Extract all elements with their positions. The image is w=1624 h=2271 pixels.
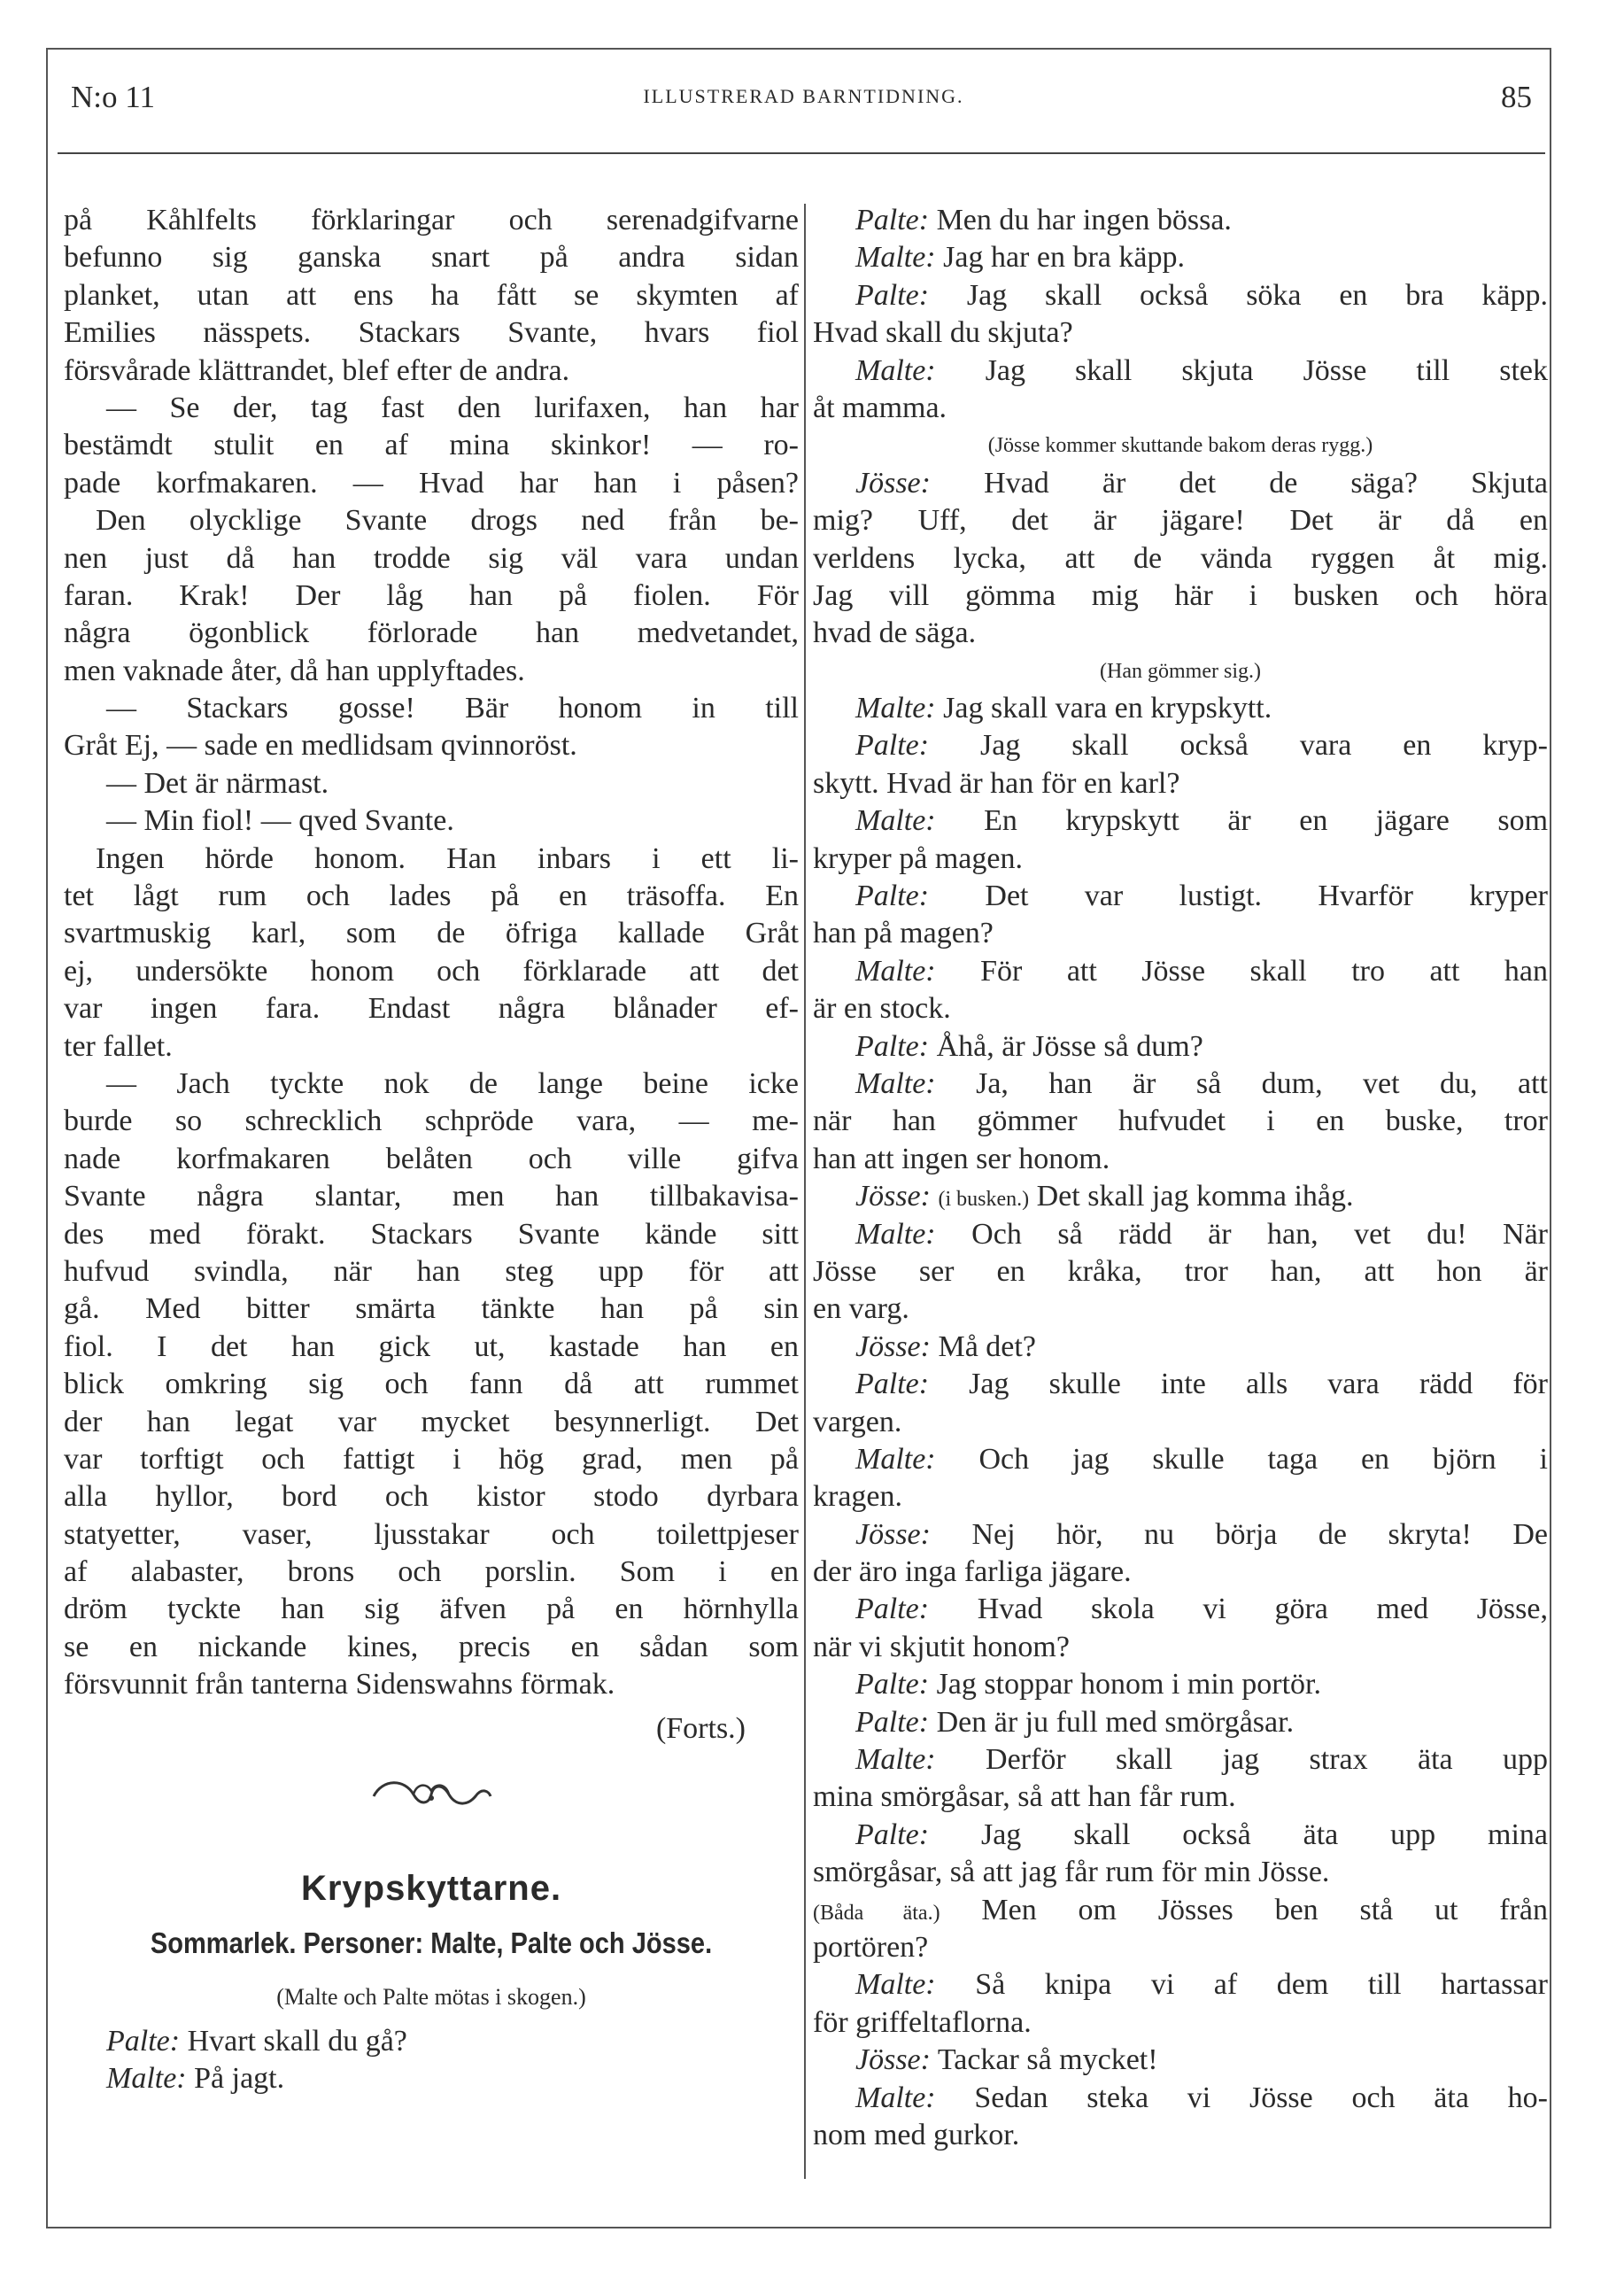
dialogue-line [64, 2060, 799, 2097]
dialogue-text: åt mamma. [813, 391, 947, 424]
issue-number: N:o 11 [71, 80, 155, 114]
dialogue-text: Men du har ingen bössa. [936, 204, 1232, 236]
speaker-name: Malte: [855, 954, 936, 988]
dialogue-line [813, 690, 1548, 727]
dialogue-line [813, 990, 1548, 1027]
story-line: — Det är närmast. [106, 766, 329, 800]
story-line: bestämdt stulit en af mina skinkor! — ro- [64, 429, 799, 462]
story-line: gå. Med bitter smärta tänkte han på sin [64, 1292, 799, 1326]
story-line: der han legat var mycket besynnerligt. Det [64, 1405, 799, 1438]
dialogue-text: För att Jösse skall tro att han [980, 954, 1548, 988]
dialogue-text: Men om Jösses ben stå ut från [981, 1893, 1548, 1926]
dialogue-text: Och så rädd är han, vet du! När [971, 1217, 1548, 1251]
dialogue-text: är en stock. [813, 992, 951, 1026]
dialogue-line [813, 390, 1548, 427]
header-rule [58, 152, 1545, 154]
dialogue-line [813, 277, 1548, 314]
dialogue-line [813, 1817, 1548, 1854]
dialogue-line [813, 1066, 1548, 1103]
speaker-name: Palte: [106, 2024, 181, 2058]
dialogue-text: En krypskytt är en jägare som [984, 804, 1548, 838]
dialogue-line [813, 239, 1548, 276]
story-line: Den olycklige Svante drogs ned från be- [96, 504, 799, 538]
dialogue-text: mig? Uff, det är jägare! Det är då en [813, 504, 1548, 538]
dialogue-line [813, 2042, 1548, 2079]
story-line: des med förakt. Stackars Svante kände sitt [64, 1217, 799, 1251]
dialogue-text: Jag skall vara en krypskytt. [943, 692, 1272, 725]
dialogue-text: Jag skall skjuta Jösse till stek [985, 353, 1548, 387]
dialogue-line [813, 1704, 1548, 1741]
page-number: 85 [1501, 80, 1532, 114]
speaker-name: Malte: [855, 1217, 936, 1251]
dialogue-text: Åhå, är Jösse så dum? [936, 1029, 1203, 1063]
dialogue-text: kragen. [813, 1480, 903, 1514]
speaker-name: Malte: [106, 2062, 187, 2096]
dialogue-line [813, 1554, 1548, 1591]
dialogue-line [813, 202, 1548, 239]
stage-aside: (i busken.) [938, 1188, 1030, 1212]
dialogue-text: när vi skjutit honom? [813, 1630, 1070, 1663]
dialogue-text: der äro inga farliga jägare. [813, 1555, 1132, 1589]
dialogue-line [813, 577, 1548, 615]
story-line: Svante några slantar, men han tillbakavisa- [64, 1180, 799, 1213]
dialogue-line [813, 314, 1548, 352]
dialogue-line [813, 1404, 1548, 1441]
dialogue-text: Jösse ser en kråka, tror han, att hon är [813, 1254, 1548, 1288]
flourish-icon [365, 1771, 498, 1816]
story-line: hufvud svindla, när han steg upp för att [64, 1254, 799, 1288]
play-title: Krypskyttarne. [300, 1868, 562, 1908]
story-line: fiol. I det han gick ut, kastade han en [64, 1329, 799, 1363]
continued-note: (Forts.) [655, 1711, 746, 1745]
story-line: svartmuskig karl, som de öfriga kallade Gråt [64, 917, 799, 950]
dialogue-line [813, 1366, 1548, 1403]
story-line: på Kåhlfelts förklaringar och serenadgifvarne [64, 204, 799, 236]
dialogue-line [813, 1103, 1548, 1140]
dialogue-text: verldens lycka, att de vända ryggen åt mig. [813, 541, 1548, 575]
dialogue-text: när han gömmer hufvudet i en buske, tror [813, 1104, 1548, 1138]
dialogue-text: mina smörgåsar, så att han får rum. [813, 1780, 1236, 1814]
dialogue-text: På jagt. [194, 2062, 285, 2096]
dialogue-text: Jag skall också vara en kryp- [980, 729, 1548, 763]
dialogue-line [813, 1178, 1548, 1215]
dialogue-line [813, 2080, 1548, 2117]
story-line: statyetter, vaser, ljusstakar och toilettpjeser [64, 1517, 799, 1551]
speaker-name: Jösse: [855, 466, 931, 500]
story-line: var ingen fara. Endast några blånader ef- [64, 992, 799, 1026]
dialogue-text: Tackar så mycket! [937, 2043, 1158, 2077]
speaker-name: Jösse: [855, 1329, 931, 1363]
dialogue-text: Hvart skall du gå? [187, 2024, 407, 2058]
speaker-name: Palte: [855, 278, 930, 312]
story-line: — Se der, tag fast den lurifaxen, han har [106, 391, 799, 424]
dialogue-line [813, 1629, 1548, 1666]
dialogue-text: portören? [813, 1930, 929, 1964]
story-line: nade korfmakaren belåten och ville gifva [64, 1142, 799, 1175]
play-subtitle: Sommarlek. Personer: Malte, Palte och Jösse. [150, 1926, 713, 1959]
story-line: nen just då han trodde sig väl vara undan [64, 541, 799, 575]
column-rule [804, 204, 806, 2179]
dialogue-line [813, 1854, 1548, 1891]
dialogue-text: Derför skall jag strax äta upp [986, 1743, 1548, 1777]
speaker-name: Malte: [855, 2081, 936, 2114]
story-line: burde so schrecklich schpröde vara, — me- [64, 1104, 799, 1138]
dialogue-line [813, 1966, 1548, 2004]
speaker-name: Malte: [855, 1968, 936, 2002]
story-line: Gråt Ej, — sade en medlidsam qvinnoröst. [64, 729, 577, 763]
right-column [813, 202, 1548, 2154]
story-line: alla hyllor, bord och kistor stodo dyrbara [64, 1480, 799, 1514]
speaker-name: Palte: [855, 1818, 930, 1851]
dialogue-line [813, 1216, 1548, 1253]
dialogue-text: nom med gurkor. [813, 2118, 1020, 2151]
dialogue-line [813, 765, 1548, 802]
dialogue-line [813, 540, 1548, 577]
dialogue-text: smörgåsar, så att jag får rum för min Jösse. [813, 1856, 1330, 1889]
speaker-name: Palte: [855, 1668, 930, 1701]
story-line: faran. Krak! Der låg han på fiolen. För [64, 578, 799, 612]
dialogue-line [813, 2004, 1548, 2042]
dialogue-text: vargen. [813, 1405, 902, 1438]
dialogue-text: Hvad skola vi göra med Jösse, [977, 1593, 1548, 1626]
dialogue-line [813, 2117, 1548, 2154]
dialogue-text: en varg. [813, 1292, 909, 1326]
dialogue-line [813, 1591, 1548, 1628]
dialogue-line [813, 615, 1548, 652]
story-line: planket, utan att ens ha fått se skymten af [64, 278, 799, 312]
speaker-name: Palte: [855, 1368, 930, 1401]
story-line: Ingen hörde honom. Han inbars i ett li- [96, 841, 799, 875]
dialogue-text: han på magen? [813, 917, 994, 950]
dialogue-text: Hvad skall du skjuta? [813, 316, 1073, 350]
stage-direction: (Jösse kommer skuttande bakom deras rygg.) [987, 434, 1373, 458]
dialogue-text: Sedan steka vi Jösse och äta ho- [974, 2081, 1548, 2114]
dialogue-line [813, 802, 1548, 840]
dialogue-text: hvad de säga. [813, 616, 977, 650]
speaker-name: Malte: [855, 1442, 936, 1476]
speaker-name: Palte: [855, 204, 930, 236]
stage-direction: (Malte och Palte mötas i skogen.) [276, 1983, 586, 2010]
story-line: var torftigt och fattigt i hög grad, men på [64, 1442, 799, 1476]
story-line: Emilies nässpets. Stackars Svante, hvars fiol [64, 316, 799, 350]
dialogue-text: Jag stoppar honom i min portör. [936, 1668, 1321, 1701]
speaker-name: Malte: [855, 1743, 936, 1777]
dialogue-line [813, 841, 1548, 878]
story-line: — Min fiol! — qved Svante. [106, 804, 454, 838]
dialogue-line [813, 1291, 1548, 1328]
dialogue-line [813, 1741, 1548, 1779]
stage-aside: (Båda äta.) [813, 1901, 940, 1925]
story-line: ter fallet. [64, 1029, 173, 1063]
speaker-name: Malte: [855, 241, 936, 275]
speaker-name: Malte: [855, 692, 936, 725]
story-text [64, 202, 799, 1704]
dialogue-line [813, 1329, 1548, 1366]
dialogue-text: Och jag skulle taga en björn i [978, 1442, 1548, 1476]
dialogue-text: Jag har en bra käpp. [943, 241, 1185, 275]
dialogue-text: Ja, han är så dum, vet du, att [976, 1066, 1548, 1100]
story-line: försvunnit från tanterna Sidenswahns förmak. [64, 1668, 615, 1701]
dialogue-text: Jag skulle inte alls vara rädd för [969, 1368, 1548, 1401]
dialogue-text: Det skall jag komma ihåg. [1036, 1180, 1354, 1213]
dialogue-line [813, 1028, 1548, 1066]
story-line: se en nickande kines, precis en sådan som [64, 1630, 799, 1663]
story-line: försvårade klättrandet, blef efter de andra. [64, 353, 570, 387]
dialogue-line [813, 1441, 1548, 1478]
ornament-divider [64, 1754, 799, 1851]
dialogue-line [813, 1779, 1548, 1816]
story-line: men vaknade åter, då han upplyftades. [64, 654, 525, 687]
dialogue-line [813, 1478, 1548, 1515]
page-header [62, 80, 1545, 115]
story-line: några ögonblick förlorade han medvetandet, [64, 616, 799, 650]
speaker-name: Malte: [855, 1066, 936, 1100]
left-column [64, 202, 799, 2097]
story-line: tet lågt rum och lades på en träsoffa. En [64, 880, 799, 913]
dialogue-line [813, 915, 1548, 952]
dialogue-line [813, 1929, 1548, 1966]
dialogue-text: Må det? [938, 1329, 1036, 1363]
story-line: af alabaster, brons och porslin. Som i en [64, 1555, 799, 1589]
story-line: dröm tyckte han sig äfven på en hörnhylla [64, 1593, 799, 1626]
dialogue-text: Så knipa vi af dem till hartassar [975, 1968, 1548, 2002]
speaker-name: Jösse: [855, 1517, 931, 1551]
dialogue-text: Nej hör, nu börja de skryta! De [971, 1517, 1548, 1551]
dialogue-text: Hvad är det de säga? Skjuta [984, 466, 1548, 500]
speaker-name: Malte: [855, 804, 936, 838]
dialogue-line [813, 1892, 1548, 1929]
dialogue-line [813, 1516, 1548, 1554]
dialogue-line [64, 2023, 799, 2060]
dialogue-line [813, 953, 1548, 990]
story-line: blick omkring sig och fann då att rummet [64, 1368, 799, 1401]
dialogue-text: han att ingen ser honom. [813, 1142, 1110, 1175]
speaker-name: Palte: [855, 1029, 930, 1063]
stage-direction: (Han gömmer sig.) [1100, 659, 1261, 683]
dialogue-line [813, 502, 1548, 539]
story-line: pade korfmakaren. — Hvad har han i påsen? [64, 466, 799, 500]
dialogue-line [813, 878, 1548, 915]
dialogue-line [813, 465, 1548, 502]
speaker-name: Palte: [855, 1705, 930, 1739]
dialogue-line [813, 727, 1548, 764]
speaker-name: Palte: [855, 880, 930, 913]
dialogue-text: kryper på magen. [813, 841, 1023, 875]
speaker-name: Jösse: [855, 2043, 931, 2077]
speaker-name: Malte: [855, 353, 936, 387]
dialogue-line [813, 1253, 1548, 1291]
speaker-name: Palte: [855, 1593, 930, 1626]
story-line: — Jach tyckte nok de lange beine icke [106, 1066, 799, 1100]
dialogue-line [813, 1666, 1548, 1703]
story-line: befunno sig ganska snart på andra sidan [64, 241, 799, 275]
speaker-name: Palte: [855, 729, 930, 763]
publication-title: ILLUSTRERAD BARNTIDNING. [643, 85, 964, 107]
dialogue-line [813, 1141, 1548, 1178]
dialogue-text: Jag skall också äta upp mina [980, 1818, 1548, 1851]
dialogue-text: Jag vill gömma mig här i busken och höra [813, 578, 1548, 612]
dialogue-text: skytt. Hvad är han för en karl? [813, 766, 1180, 800]
left-dialogue [64, 2023, 799, 2098]
story-line: ej, undersökte honom och förklarade att det [64, 954, 799, 988]
dialogue-text: för griffeltaflorna. [813, 2005, 1032, 2039]
dialogue-text: Det var lustigt. Hvarför kryper [985, 880, 1548, 913]
story-line: — Stackars gosse! Bär honom in till [106, 692, 799, 725]
dialogue-line [813, 353, 1548, 390]
dialogue-text: Jag skall också söka en bra käpp. [966, 278, 1548, 312]
dialogue-text: Den är ju full med smörgåsar. [936, 1705, 1295, 1739]
speaker-name: Jösse: [855, 1180, 931, 1213]
